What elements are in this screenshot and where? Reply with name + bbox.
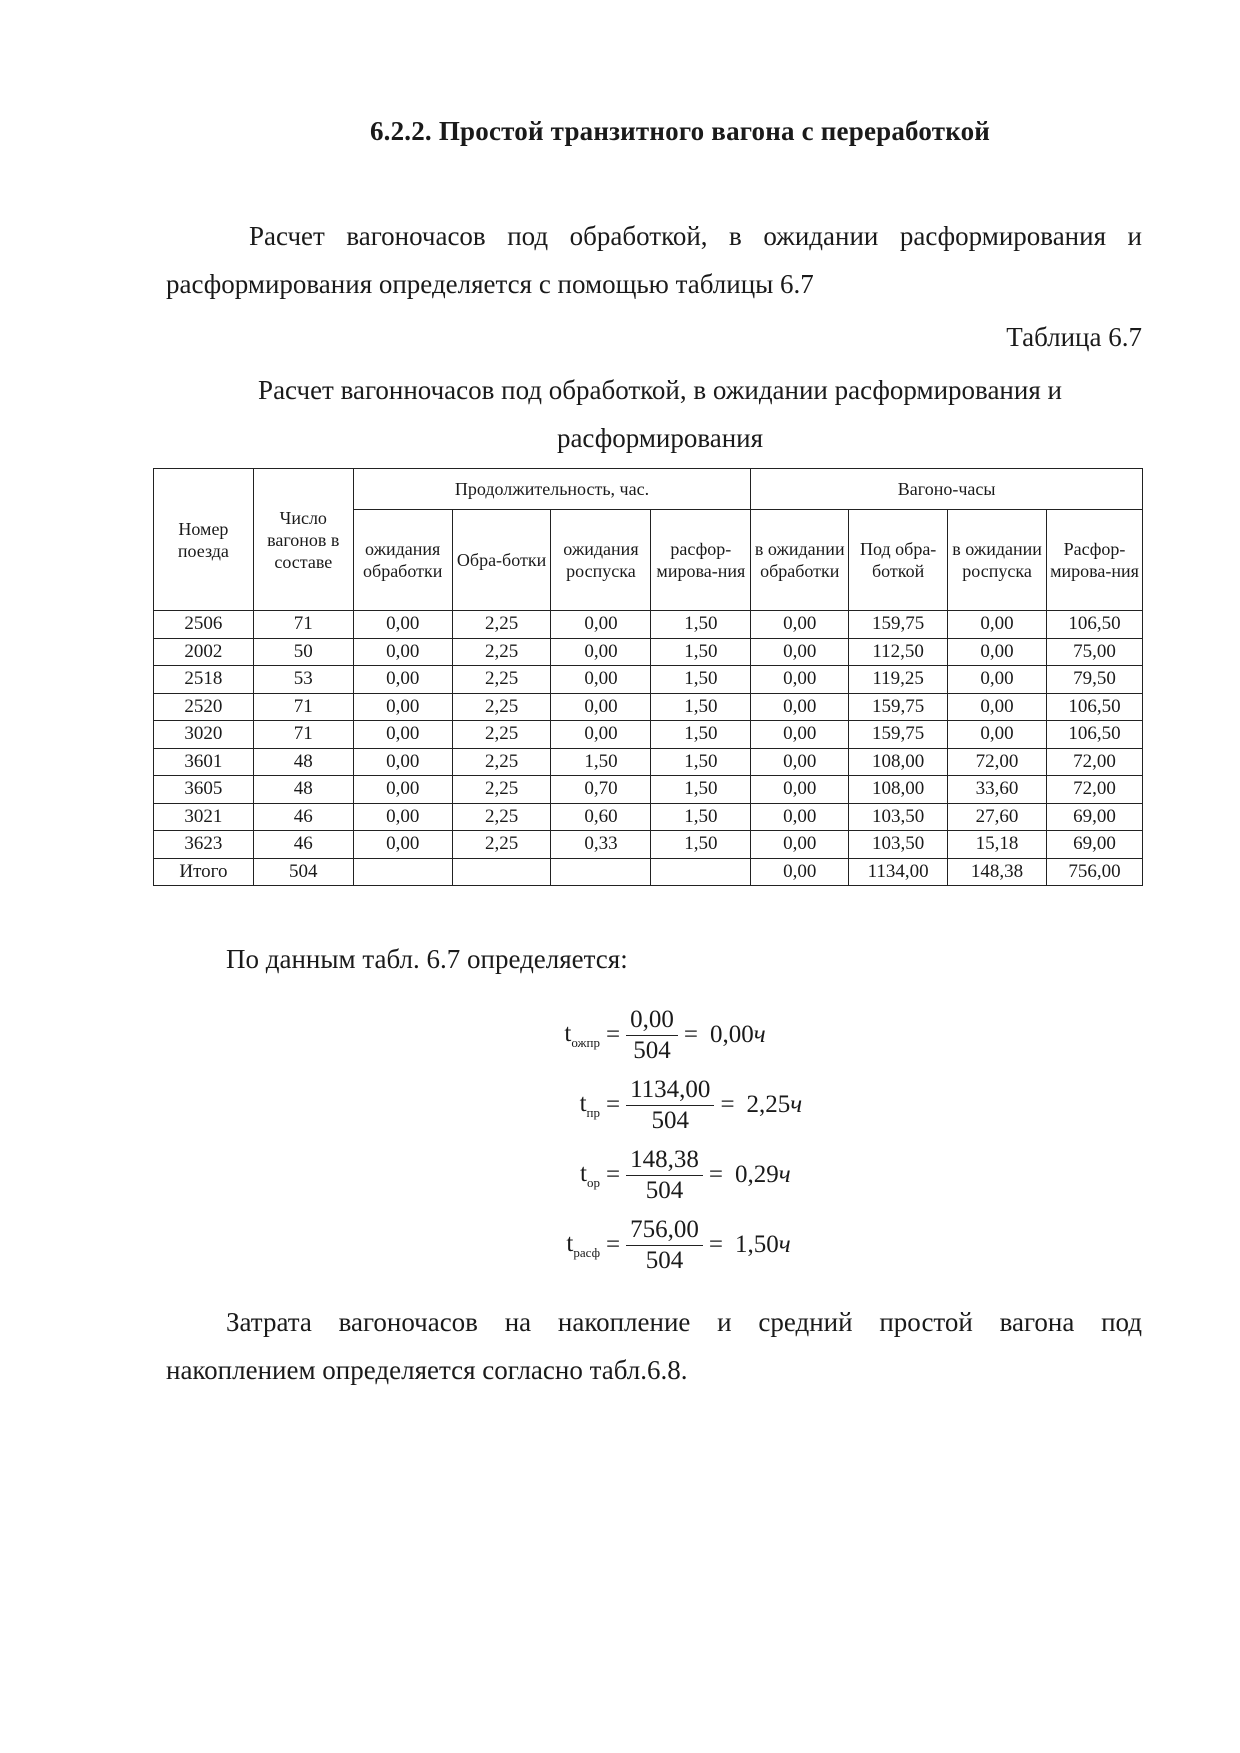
formula (560, 1210, 791, 1280)
table-cell: 2,25 (452, 803, 551, 831)
table-cell: 0,00 (353, 611, 452, 639)
table-cell: 103,50 (849, 831, 948, 859)
table-cell: 1,50 (651, 776, 751, 804)
header-wh-wait-release: в ожидании роспуска (948, 510, 1047, 611)
table-cell: 0,00 (751, 721, 849, 749)
equals-sign: = (708, 1231, 723, 1258)
table-cell: 103,50 (849, 803, 948, 831)
table-cell: 0,00 (353, 748, 452, 776)
table-cell: 2,25 (452, 611, 551, 639)
formula-variable: $t_{пр}$ (579, 1089, 600, 1120)
table-cell: 1,50 (651, 638, 751, 666)
table-cell: 46 (253, 803, 353, 831)
table-caption-line-2: расформирования (556, 423, 764, 453)
conclusion-paragraph (166, 1298, 1142, 1394)
table-cell: 0,33 (551, 831, 651, 859)
table-cell: 0,00 (751, 803, 849, 831)
table-cell: 0,00 (353, 638, 452, 666)
result-unit: ч (790, 1091, 803, 1118)
table-cell: 3623 (154, 831, 254, 859)
table-cell: 0,60 (551, 803, 651, 831)
table-caption (120, 366, 1200, 462)
formula-subscript: ор (587, 1174, 600, 1190)
table-cell: 2,25 (452, 693, 551, 721)
table-row (154, 611, 1143, 639)
table-row (154, 803, 1143, 831)
equals-sign: = (606, 1091, 621, 1118)
fraction-denominator: 504 (633, 1036, 671, 1064)
table-body (154, 611, 1143, 886)
table-cell: 0,00 (353, 721, 452, 749)
fraction-numerator: 1134,00 (630, 1075, 711, 1103)
formula-subscript: пр (586, 1104, 600, 1120)
conclusion-line-2: накоплением определяется согласно табл.6.8. (166, 1355, 688, 1385)
table-cell: 1,50 (651, 611, 751, 639)
header-processing: Обра-ботки (452, 510, 551, 611)
table-cell: 72,00 (1047, 748, 1143, 776)
wagon-hours-table (153, 468, 1143, 886)
table-cell: 0,00 (751, 831, 849, 859)
header-duration: Продолжительность, час. (353, 469, 751, 510)
table-cell: 0,00 (948, 638, 1047, 666)
result-value: 0,29 (734, 1161, 779, 1188)
table-cell: 3601 (154, 748, 254, 776)
table-cell: 71 (253, 721, 353, 749)
table-cell: 1134,00 (849, 858, 948, 886)
table-cell: 0,00 (551, 611, 651, 639)
table-caption-line-1: Расчет вагонночасов под обработкой, в ожидании расформирования и (258, 375, 1062, 405)
table-cell: 0,00 (751, 748, 849, 776)
table-cell: 159,75 (849, 693, 948, 721)
fraction-denominator: 504 (645, 1246, 684, 1274)
fraction-numerator: 0,00 (630, 1005, 674, 1033)
table-cell: 0,00 (751, 666, 849, 694)
formula-result (747, 1091, 803, 1119)
table-row (154, 776, 1143, 804)
equals-sign: = (606, 1161, 621, 1188)
header-wait-processing: ожидания обработки (353, 510, 452, 611)
table-cell (651, 858, 751, 886)
fraction (626, 1075, 714, 1136)
result-unit: ч (778, 1161, 791, 1188)
table-cell: 2,25 (452, 831, 551, 859)
formula-variable: $t_{ор}$ (580, 1159, 600, 1190)
result-unit: ч (753, 1021, 766, 1048)
table-row (154, 831, 1143, 859)
table-cell: 79,50 (1047, 666, 1143, 694)
header-wagon-count: Число вагонов в составе (253, 469, 353, 611)
section-heading: 6.2.2. Простой транзитного вагона с переработкой (369, 116, 991, 146)
fraction-numerator: 756,00 (630, 1215, 699, 1243)
header-wh-wait-processing: в ожидании обработки (751, 510, 849, 611)
table-cell: 0,00 (551, 638, 651, 666)
table-cell: 159,75 (849, 611, 948, 639)
result-value: 2,25 (746, 1091, 791, 1118)
after-table-text: По данным табл. 6.7 определяется: (226, 944, 628, 974)
table-cell: 0,70 (551, 776, 651, 804)
result-unit: ч (778, 1231, 791, 1258)
table-cell: 0,00 (751, 776, 849, 804)
formula-subscript: расф (573, 1244, 600, 1260)
table-cell: 2,25 (452, 666, 551, 694)
table-cell: 0,00 (751, 693, 849, 721)
table-cell: 2,25 (452, 721, 551, 749)
header-wagon-hours: Вагоно-часы (751, 469, 1143, 510)
table-cell: 69,00 (1047, 831, 1143, 859)
fraction-numerator: 148,38 (630, 1145, 699, 1173)
table-row (154, 858, 1143, 886)
header-wh-processing: Под обра-боткой (849, 510, 948, 611)
formula-subscript: ожпр (571, 1034, 600, 1050)
table-cell: Итого (154, 858, 254, 886)
equals-sign: = (606, 1021, 621, 1048)
fraction-denominator: 504 (645, 1176, 684, 1204)
table-cell: 106,50 (1047, 611, 1143, 639)
table-cell: 0,00 (751, 638, 849, 666)
table-cell: 2,25 (452, 748, 551, 776)
table-row (154, 666, 1143, 694)
conclusion-line-1: Затрата вагоночасов на накопление и средний простой вагона под (226, 1307, 1142, 1337)
formula (560, 1140, 791, 1210)
intro-line-2: расформирования определяется с помощью таблицы 6.7 (166, 269, 814, 299)
table-cell: 2,25 (452, 638, 551, 666)
table-cell: 72,00 (948, 748, 1047, 776)
table-cell: 48 (253, 748, 353, 776)
table-cell: 2520 (154, 693, 254, 721)
equals-sign: = (708, 1161, 723, 1188)
table-cell: 2002 (154, 638, 254, 666)
table-cell: 33,60 (948, 776, 1047, 804)
table-cell: 3605 (154, 776, 254, 804)
table-cell: 48 (253, 776, 353, 804)
header-wait-release: ожидания роспуска (551, 510, 651, 611)
formula-result (735, 1231, 791, 1259)
table-cell: 53 (253, 666, 353, 694)
table-cell: 0,00 (353, 831, 452, 859)
table-cell: 0,00 (751, 611, 849, 639)
table-cell: 1,50 (651, 748, 751, 776)
intro-paragraph (166, 212, 1142, 308)
table-cell: 1,50 (651, 803, 751, 831)
table-cell: 1,50 (651, 666, 751, 694)
formula-variable: $t_{ожпр}$ (564, 1019, 600, 1050)
table-cell: 0,00 (353, 666, 452, 694)
header-wh-disbanding: Расфор-мирова-ния (1047, 510, 1143, 611)
table-cell: 2518 (154, 666, 254, 694)
table-row (154, 748, 1143, 776)
table-cell: 75,00 (1047, 638, 1143, 666)
table-cell: 756,00 (1047, 858, 1143, 886)
intro-line-1: Расчет вагоночасов под обработкой, в ожидании расформирования и (249, 221, 1142, 251)
table-cell: 3020 (154, 721, 254, 749)
table-cell: 0,00 (948, 611, 1047, 639)
table-cell: 1,50 (651, 721, 751, 749)
table-cell: 1,50 (651, 693, 751, 721)
table-cell: 0,00 (353, 693, 452, 721)
table-cell: 504 (253, 858, 353, 886)
header-disbanding: расфор-мирова-ния (651, 510, 751, 611)
table-cell: 0,00 (948, 666, 1047, 694)
table-cell: 0,00 (551, 693, 651, 721)
table-reference: Таблица 6.7 (1006, 322, 1142, 352)
table-cell: 0,00 (551, 666, 651, 694)
table-cell: 0,00 (948, 721, 1047, 749)
table-cell: 2,25 (452, 776, 551, 804)
table-cell: 0,00 (353, 803, 452, 831)
table-cell: 1,50 (551, 748, 651, 776)
formula-result (735, 1161, 791, 1189)
table-cell (551, 858, 651, 886)
table-cell (452, 858, 551, 886)
table-cell: 50 (253, 638, 353, 666)
table-cell: 46 (253, 831, 353, 859)
table-cell: 112,50 (849, 638, 948, 666)
table-cell: 0,00 (751, 858, 849, 886)
header-train-number: Номер поезда (154, 469, 254, 611)
table-cell (353, 858, 452, 886)
table-cell: 0,00 (551, 721, 651, 749)
formula (560, 1070, 802, 1140)
table-cell: 72,00 (1047, 776, 1143, 804)
table-cell: 71 (253, 693, 353, 721)
equals-sign: = (720, 1091, 735, 1118)
table-cell: 2506 (154, 611, 254, 639)
fraction (626, 1145, 703, 1206)
table-cell: 106,50 (1047, 693, 1143, 721)
formula-result (710, 1021, 766, 1049)
table-cell: 3021 (154, 803, 254, 831)
formula (560, 1000, 766, 1070)
table-cell: 106,50 (1047, 721, 1143, 749)
fraction (626, 1005, 678, 1066)
table-cell: 119,25 (849, 666, 948, 694)
formula-variable: $t_{расф}$ (566, 1229, 600, 1260)
table-row (154, 721, 1143, 749)
fraction-denominator: 504 (651, 1106, 690, 1134)
fraction (626, 1215, 703, 1276)
table-cell: 0,00 (353, 776, 452, 804)
table-cell: 148,38 (948, 858, 1047, 886)
equals-sign: = (606, 1231, 621, 1258)
table-cell: 69,00 (1047, 803, 1143, 831)
table-cell: 1,50 (651, 831, 751, 859)
table-row (154, 693, 1143, 721)
table-row (154, 638, 1143, 666)
table-cell: 0,00 (948, 693, 1047, 721)
result-value: 1,50 (734, 1231, 779, 1258)
table-cell: 108,00 (849, 748, 948, 776)
table-cell: 27,60 (948, 803, 1047, 831)
result-value: 0,00 (709, 1021, 754, 1048)
table-cell: 108,00 (849, 776, 948, 804)
table-cell: 71 (253, 611, 353, 639)
table-cell: 159,75 (849, 721, 948, 749)
equals-sign: = (683, 1021, 698, 1048)
table-cell: 15,18 (948, 831, 1047, 859)
